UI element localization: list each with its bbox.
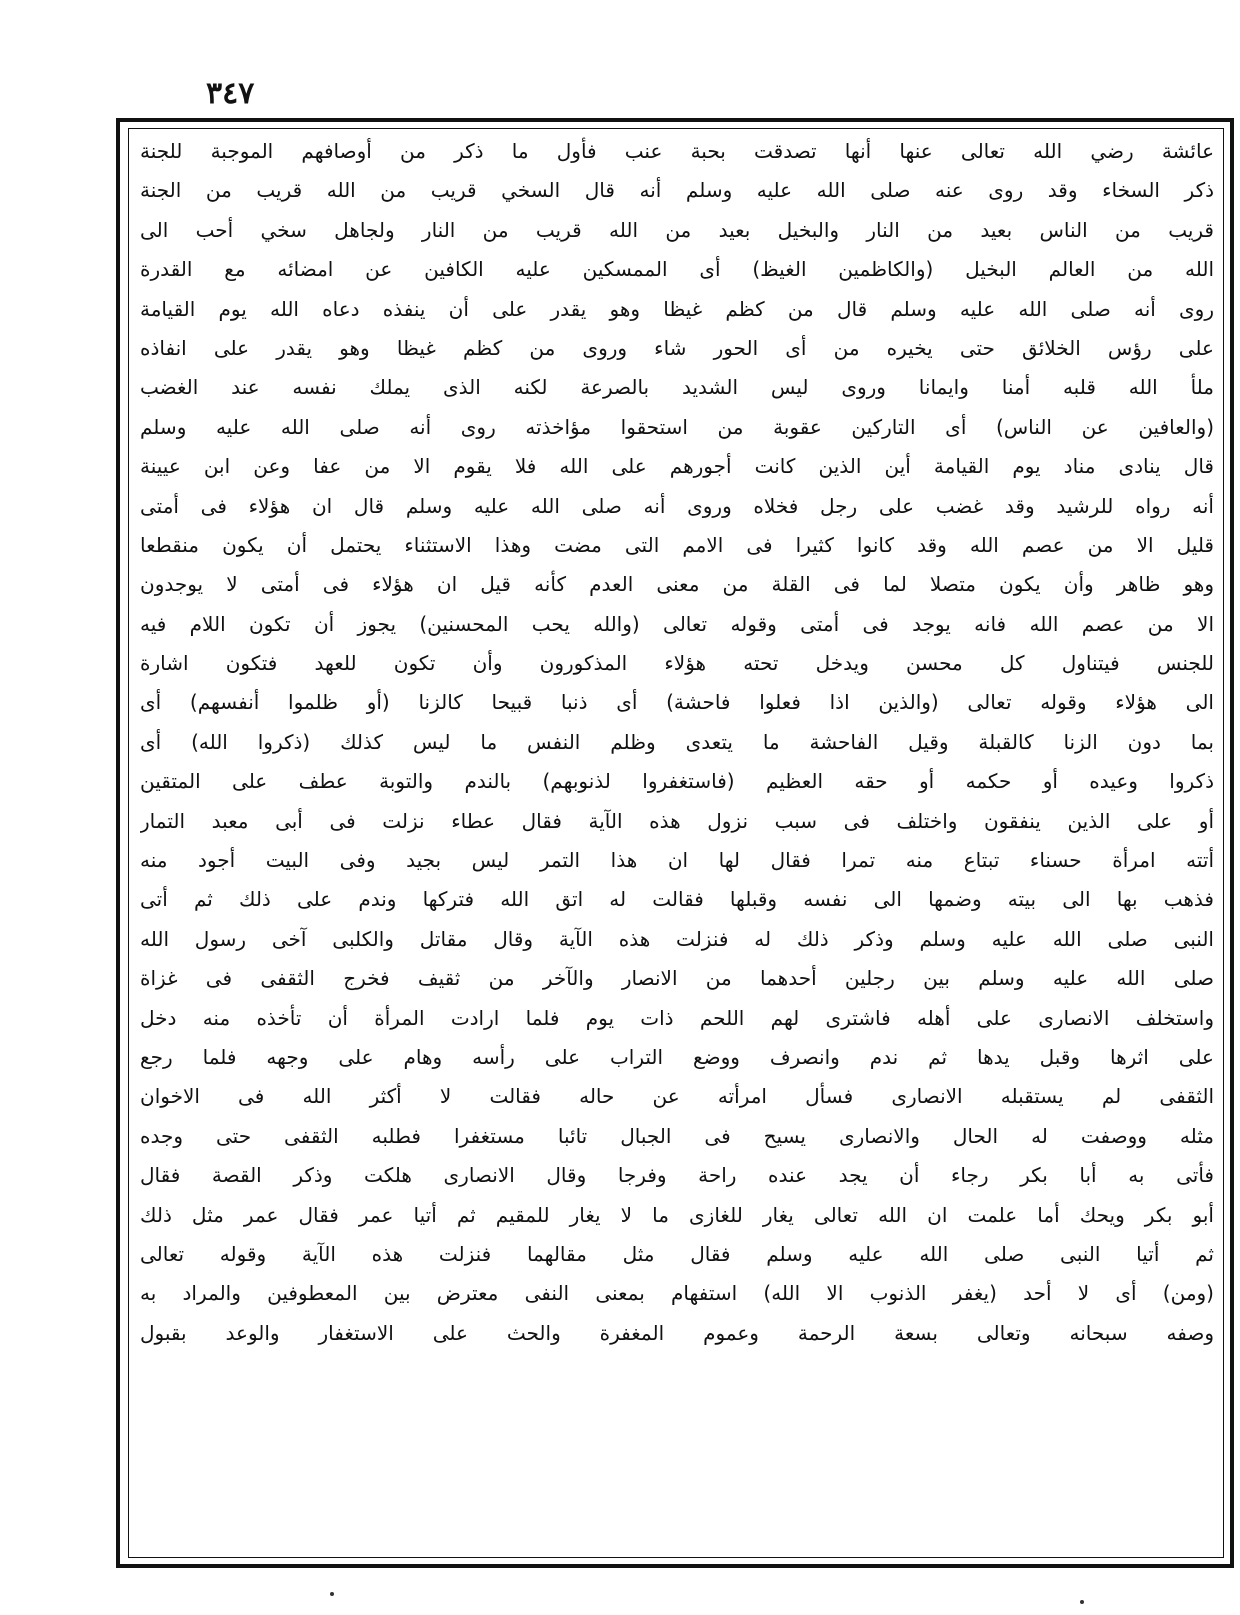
text-line: روى أنه صلى الله عليه وسلم قال من كظم غيظا وهو يقدر على أن ينفذه دعاه الله يوم القيامة bbox=[140, 296, 1214, 321]
text-line: قليل الا من عصم الله وقد كانوا كثيرا فى الامم التى مضت وهذا الاستثناء يحتمل أن يكون منقطعا bbox=[140, 532, 1214, 557]
text-line: أنه رواه للرشيد وقد غضب على رجل فخلاه وروى أنه صلى الله عليه وسلم قال ان هؤلاء فى أمتى bbox=[140, 493, 1214, 518]
text-line: أبو بكر ويحك أما علمت ان الله تعالى يغار للغازى ما لا يغار للمقيم ثم أتيا عمر فقال عمر مثل ذلك bbox=[140, 1202, 1214, 1227]
text-line: ذكر السخاء وقد روى عنه صلى الله عليه وسلم أنه قال السخي قريب من الله قريب من الجنة bbox=[140, 178, 1214, 203]
text-line: الله من العالم البخيل (والكاظمين الغيظ) أى الممسكين عليه الكافين عن امضائه مع القدرة bbox=[140, 257, 1214, 282]
text-line: وصفه سبحانه وتعالى بسعة الرحمة وعموم المغفرة والحث على الاستغفار والوعد بقبول bbox=[140, 1320, 1214, 1345]
text-line: النبى صلى الله عليه وسلم وذكر ذلك له فنزلت هذه الآية وقال مقاتل والكلبى آخى رسول الله bbox=[140, 926, 1214, 951]
text-line: الا من عصم الله فانه يوجد فى أمتى وقوله تعالى (والله يحب المحسنين) يجوز أن تكون اللام فيه bbox=[140, 611, 1214, 636]
text-line: فأتى به أبا بكر رجاء أن يجد عنده راحة وفرجا وقال الانصارى هلكت وذكر القصة فقال bbox=[140, 1163, 1214, 1188]
text-line: على رؤس الخلائق حتى يخيره من أى الحور شاء وروى من كظم غيظا وهو يقدر على انفاذه bbox=[140, 335, 1214, 360]
text-line: الثقفى لم يستقبله الانصارى فسأل امرأته عن حاله فقالت لا أكثر الله فى الاخوان bbox=[140, 1084, 1214, 1109]
text-line: بما دون الزنا كالقبلة وقيل الفاحشة ما يتعدى وظلم النفس ما ليس كذلك (ذكروا الله) أى bbox=[140, 729, 1214, 754]
text-body bbox=[140, 132, 1214, 1552]
text-line: على اثرها وقبل يدها ثم ندم وانصرف ووضع التراب على رأسه وهام على وجهه فلما رجع bbox=[140, 1044, 1214, 1069]
text-line: قال ينادى مناد يوم القيامة أين الذين كانت أجورهم على الله فلا يقوم الا من عفا وعن ابن عيينة bbox=[140, 454, 1214, 479]
text-line: أتته امرأة حسناء تبتاع منه تمرا فقال لها ان هذا التمر ليس بجيد وفى البيت أجود منه bbox=[140, 848, 1214, 873]
text-line: (والعافين عن الناس) أى التاركين عقوبة من استحقوا مؤاخذته روى أنه صلى الله عليه وسلم bbox=[140, 414, 1214, 439]
text-line: قريب من الناس بعيد من النار والبخيل بعيد من الله قريب من النار ولجاهل سخي أحب الى bbox=[140, 217, 1214, 242]
text-line: ذكروا وعيده أو حكمه أو حقه العظيم (فاستغفروا لذنوبهم) بالندم والتوبة عطف على المتقين bbox=[140, 769, 1214, 794]
text-line: فذهب بها الى بيته وضمها الى نفسه وقبلها فقالت له اتق الله فتركها وندم على ذلك ثم أتى bbox=[140, 887, 1214, 912]
text-line: واستخلف الانصارى على أهله فاشترى لهم اللحم ذات يوم فلما ارادت المرأة أن تأخذه منه دخل bbox=[140, 1005, 1214, 1030]
scan-speck bbox=[330, 1592, 334, 1596]
text-line: عائشة رضي الله تعالى عنها أنها تصدقت بحبة عنب فأول ما ذكر من أوصافهم الموجبة للجنة bbox=[140, 139, 1214, 163]
page-number: ٣٤٧ bbox=[206, 76, 255, 111]
text-line: للجنس فيتناول كل محسن ويدخل تحته هؤلاء المذكورون وأن تكون للعهد فتكون اشارة bbox=[140, 651, 1214, 676]
text-line: ملأ الله قلبه أمنا وايمانا وروى ليس الشديد بالصرعة لكنه الذى يملك نفسه عند الغضب bbox=[140, 375, 1214, 400]
text-line: مثله ووصفت له الحال والانصارى يسيح فى الجبال تائبا مستغفرا فطلبه الثقفى حتى وجده bbox=[140, 1123, 1214, 1148]
text-line: الى هؤلاء وقوله تعالى (والذين اذا فعلوا فاحشة) أى ذنبا قبيحا كالزنا (أو ظلموا أنفسهم) أى bbox=[140, 690, 1214, 715]
text-line: صلى الله عليه وسلم بين رجلين أحدهما من الانصار والآخر من ثقيف فخرج الثقفى فى غزاة bbox=[140, 966, 1214, 991]
text-line: (ومن) أى لا أحد (يغفر الذنوب الا الله) استفهام بمعنى النفى معترض بين المعطوفين والمراد به bbox=[140, 1281, 1214, 1306]
text-line: أو على الذين ينفقون واختلف فى سبب نزول هذه الآية فقال عطاء نزلت فى أبى معبد التمار bbox=[140, 808, 1214, 833]
text-line: ثم أتيا النبى صلى الله عليه وسلم فقال مثل مقالهما فنزلت هذه الآية وقوله تعالى bbox=[140, 1241, 1214, 1266]
text-line: وهو ظاهر وأن يكون متصلا لما فى القلة من معنى العدم كأنه قيل ان هؤلاء فى أمتى لا يوجدون bbox=[140, 572, 1214, 597]
scan-speck bbox=[1080, 1600, 1084, 1604]
